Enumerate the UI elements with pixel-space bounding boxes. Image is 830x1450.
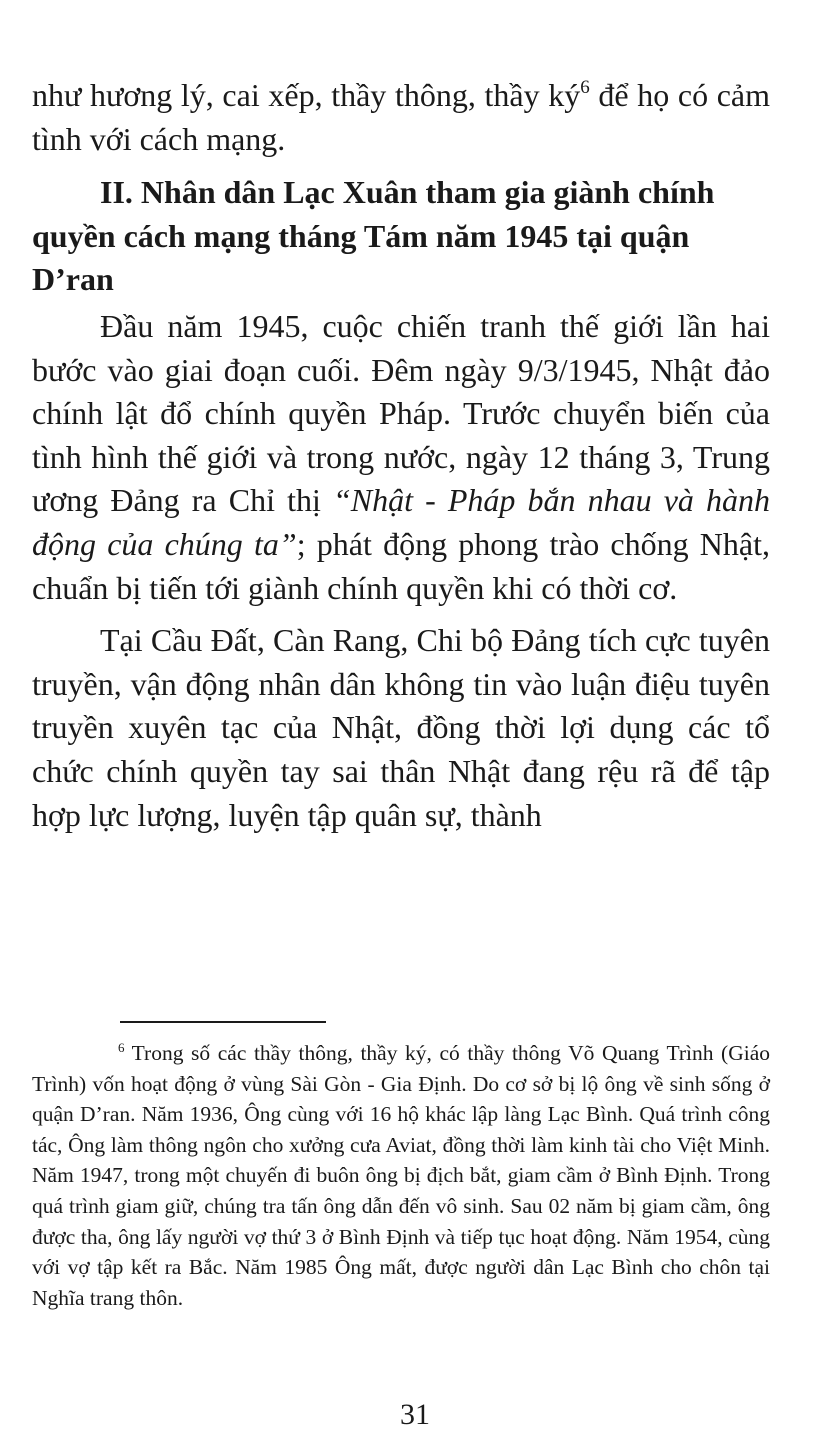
footnote-reference: 6	[580, 77, 590, 98]
footnote	[32, 1038, 770, 1313]
paragraph-text: ; phát động phong trào chống Nhật, chuẩn bị tiến tới giành chính quyền khi có thời cơ.	[32, 525, 771, 606]
page-number: 31	[400, 1398, 430, 1431]
section-heading: II. Nhân dân Lạc Xuân tham gia giành chính quyền cách mạng tháng Tám năm 1945 tại quận D’ran	[32, 174, 715, 298]
footnote-number: 6	[118, 1040, 125, 1055]
paragraph-text: để họ có cảm tình với cách mạng.	[32, 77, 771, 157]
paragraph-text: như hương lý, cai xếp, thầy thông, thầy ký	[32, 77, 581, 113]
paragraph-continued	[32, 74, 770, 161]
main-text	[32, 74, 770, 837]
directive-title: “Nhật - Pháp bắn nhau và hành động của chúng ta”	[32, 482, 771, 562]
paragraph: Tại Cầu Đất, Càn Rang, Chi bộ Đảng tích cực tuyên truyền, vận động nhân dân không tin vào luận điệu tuyên truyền xuyên tạc của Nhật, đồng thời lợi dụng các tổ chức chính quyền tay sai thân Nhật đang rệu rã để tập hợp lực lượng, luyện tập quân sự, thành	[32, 622, 770, 833]
footnote-separator	[120, 1021, 326, 1023]
paragraph-text: Đầu năm 1945, cuộc chiến tranh thế giới lần hai bước vào giai đoạn cuối. Đêm ngày 9/3/1945, Nhật đảo chính lật đổ chính quyền Pháp. Trước chuyển biến của tình hình thế giới và trong nước, ngày 12 tháng 3, Trung ương Đảng ra Chỉ thị	[32, 307, 770, 519]
footnote-text: Trong số các thầy thông, thầy ký, có thầy thông Võ Quang Trình (Giáo Trình) vốn hoạt động ở vùng Sài Gòn - Gia Định. Do cơ sở bị lộ ông về sinh sống ở quận D’ran. Năm 1936, Ông cùng với 16 hộ khác lập làng Lạc Bình. Quá trình công tác, Ông làm thông ngôn cho xưởng cưa Aviat, đồng thời làm kinh tài cho Việt Minh. Năm 1947, trong một chuyến đi buôn ông bị địch bắt, giam cầm ở Bình Định. Trong quá trình giam giữ, chúng tra tấn ông dẫn đến vô sinh. Sau 02 năm bị giam cầm, ông được tha, ông lấy người vợ thứ 3 ở Bình Định và tiếp tục hoạt động. Năm 1954, cùng với vợ tập kết ra Bắc. Năm 1985 Ông mất, được người dân Lạc Bình cho chôn tại Nghĩa trang thôn.	[32, 1041, 770, 1310]
paragraph	[32, 305, 770, 610]
